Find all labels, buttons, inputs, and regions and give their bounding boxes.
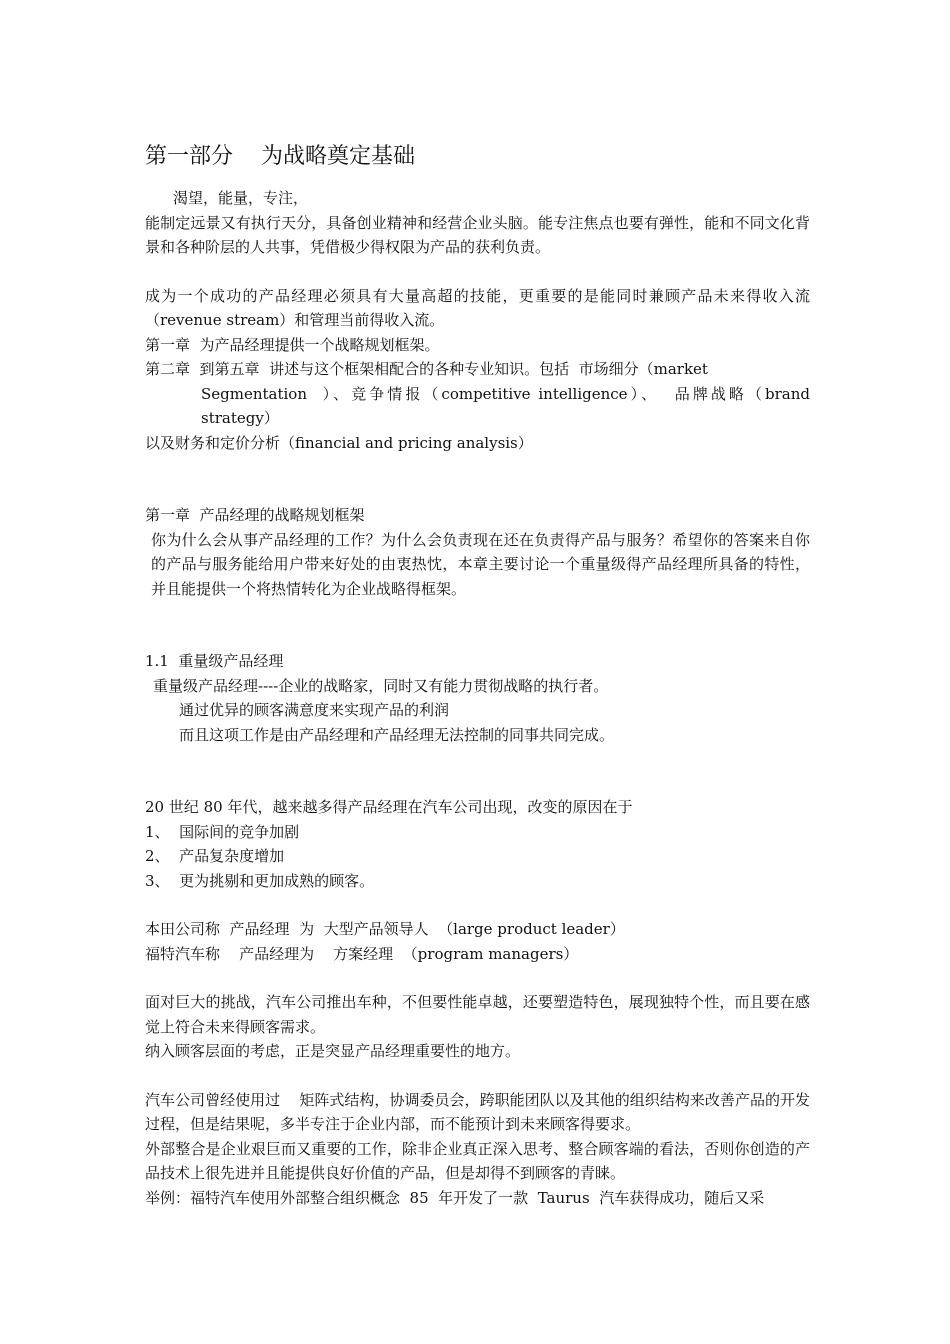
paragraph-vision: 能制定远景又有执行天分，具备创业精神和经营企业头脑。能专注焦点也要有弹性，能和不同文化背景和各种阶层的人共事，凭借极少得权限为产品的获利负责。 — [145, 213, 810, 256]
spacer — [145, 601, 810, 649]
paragraph-ford: 福特汽车称 产品经理为 方案经理 （program managers） — [145, 944, 579, 963]
reason-item: 1、 国际间的竞争加剧 — [145, 822, 300, 841]
section-1-1-heading: 1.1 重量级产品经理 — [145, 652, 284, 670]
paragraph-success: 成为一个成功的产品经理必须具有大量高超的技能，更重要的是能同时兼顾产品未来得收入流（revenue stream）和管理当前得收入流。 — [145, 286, 810, 329]
spacer — [145, 747, 810, 795]
paragraph-customer: 纳入顾客层面的考虑，正是突显产品经理重要性的地方。 — [145, 1042, 521, 1060]
paragraph-desire: 渴望，能量，专注， — [173, 189, 309, 207]
spacer — [145, 893, 810, 917]
paragraph-external: 外部整合是企业艰巨而又重要的工作，除非企业真正深入思考、整合顾客端的看法，否则你创造的产品技术上很先进并且能提供良好价值的产品，但是却得不到顾客的青睐。 — [145, 1139, 810, 1182]
section-1-1-line3: 而且这项工作是由产品经理和产品经理无法控制的同事共同完成。 — [179, 725, 615, 744]
paragraph-matrix: 汽车公司曾经使用过 矩阵式结构，协调委员会，跨职能团队以及其他的组织结构来改善产品的开发过程，但是结果呢，多半专注于企业内部，而不能预计到未来顾客得要求。 — [145, 1090, 810, 1133]
section-1-1-line1: 重量级产品经理----企业的战略家，同时又有能力贯彻战略的执行者。 — [153, 676, 609, 695]
document-body — [145, 140, 815, 1210]
part-title: 第一部分 为战略奠定基础 — [145, 144, 415, 169]
paragraph-challenge: 面对巨大的挑战，汽车公司推出车种，不但要性能卓越，还要塑造特色，展现独特个性，而且要在感觉上符合未来得顾客需求。 — [145, 993, 810, 1036]
spacer — [145, 1064, 810, 1088]
paragraph-honda: 本田公司称 产品经理 为 大型产品领导人 （large product leader） — [145, 920, 625, 938]
spacer — [145, 260, 810, 284]
chapter1-heading: 第一章 产品经理的战略规划框架 — [145, 506, 365, 524]
chapter2-summary-line2: Segmentation ）、竞争情报（competitive intelligence）、 品牌战略（brand strategy） — [201, 384, 815, 427]
paragraph-example: 举例：福特汽车使用外部整合组织概念 85 年开发了一款 Taurus 汽车获得成功，随后又采 — [145, 1188, 765, 1207]
spacer — [145, 966, 810, 990]
reason-item: 3、 更为挑剔和更加成熟的顾客。 — [145, 871, 375, 890]
spacer — [145, 455, 810, 503]
section-1-1-line2: 通过优异的顾客满意度来实现产品的利润 — [179, 701, 450, 719]
chapter1-summary: 第一章 为产品经理提供一个战略规划框架。 — [145, 335, 440, 354]
chapter2-summary-line3: 以及财务和定价分析（financial and pricing analysis） — [145, 433, 533, 452]
paragraph-eighties: 20 世纪 80 年代，越来越多得产品经理在汽车公司出现，改变的原因在于 — [145, 798, 633, 816]
chapter1-intro: 你为什么会从事产品经理的工作？为什么会负责现在还在负责得产品与服务？希望你的答案来自你的产品与服务能给用户带来好处的由衷热忱，本章主要讨论一个重量级得产品经理所具备的特性，并且能提供一个将热情转化为企业战略得框架。 — [151, 530, 810, 598]
chapter2-summary-line1: 第二章 到第五章 讲述与这个框架相配合的各种专业知识。包括 市场细分（market — [145, 360, 708, 378]
reason-item: 2、 产品复杂度增加 — [145, 847, 285, 865]
